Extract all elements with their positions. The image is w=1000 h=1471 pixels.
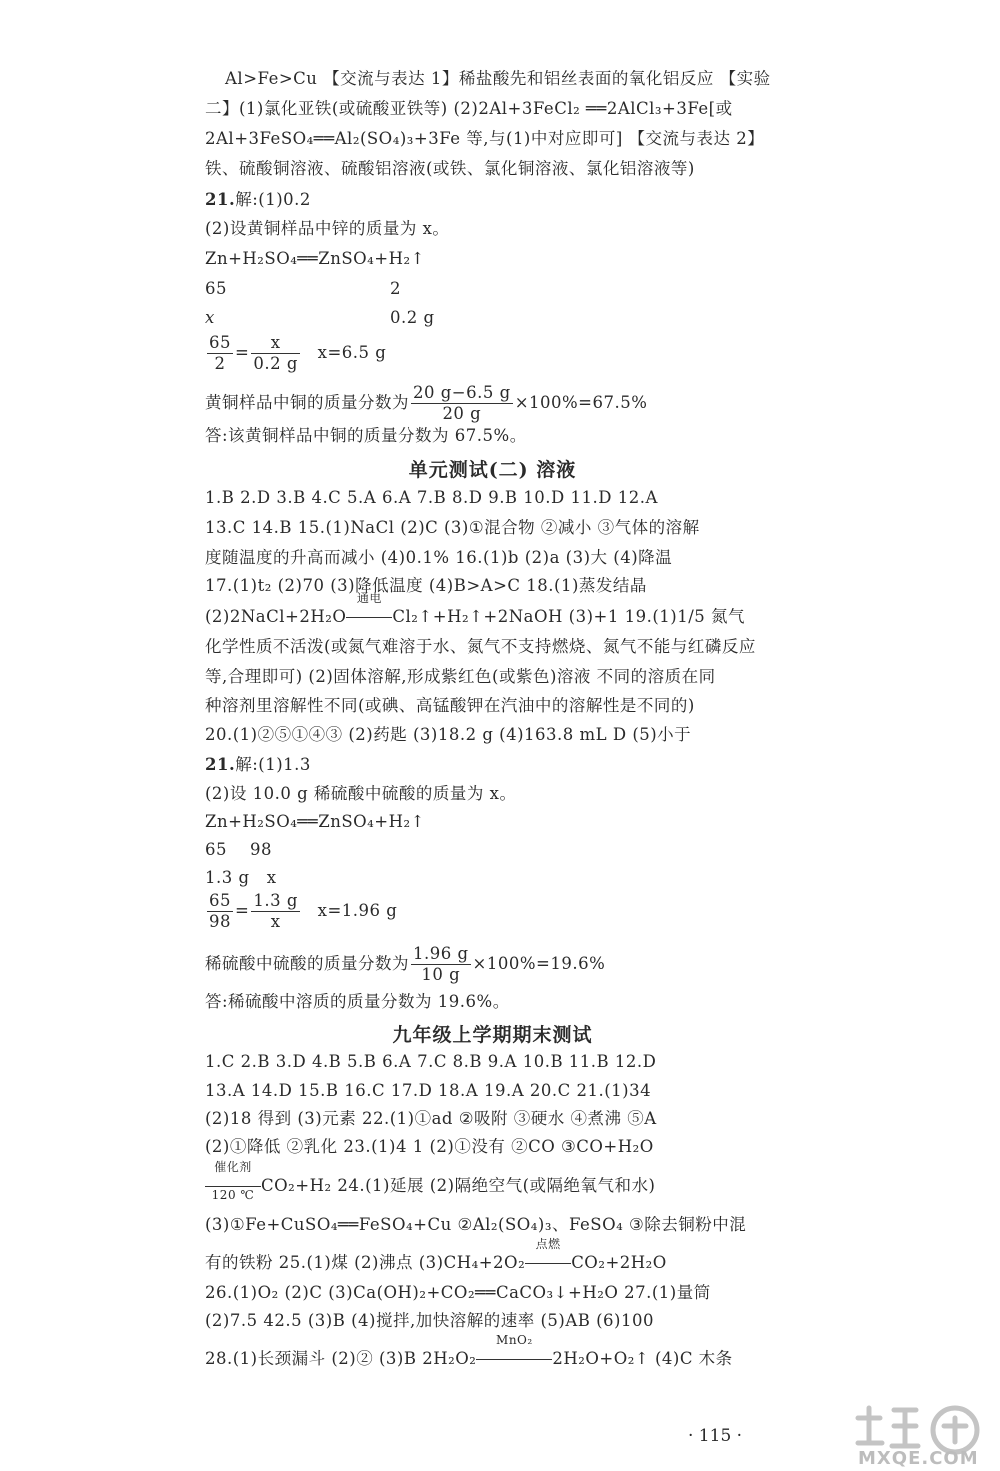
answer-text: 解:(1)1.3	[235, 755, 311, 774]
result: x=6.5 g	[317, 343, 387, 362]
text-line: 20.(1)②⑤①④③ (2)药匙 (3)18.2 g (4)163.8 mL D (5)小于	[205, 725, 692, 744]
proportion-equation: $\frac{65}{98}$ = $\frac{1.3 g}{x}$ x=1.96 g	[209, 891, 398, 931]
text-line: (3)①Fe+CuSO₄══FeSO₄+Cu ②Al₂(SO₄)₃、FeSO₄ ③除去铜粉中混	[205, 1215, 747, 1234]
text-line: (2)设 10.0 g 稀硫酸中硫酸的质量为 x。	[205, 784, 517, 803]
text-line: (2)①降低 ②乳化 23.(1)4 1 (2)①没有 ②CO ③CO+H₂O	[205, 1137, 654, 1156]
text-line: 等,合理即可) (2)固体溶解,形成紫红色(或紫色)溶液 不同的溶质在同	[205, 667, 716, 686]
question-number: 21.	[205, 190, 236, 209]
watermark-site: MXQE.COM	[858, 1448, 979, 1469]
text-line: 26.(1)O₂ (2)C (3)Ca(OH)₂+CO₂══CaCO₃↓+H₂O 27.(1)量筒	[205, 1283, 711, 1302]
answer-line: 答:该黄铜样品中铜的质量分数为 67.5%。	[205, 426, 527, 445]
equation: Zn+H₂SO₄══ZnSO₄+H₂↑	[205, 812, 425, 831]
fraction: $\frac{65}{98}$	[209, 891, 231, 931]
ratio-row	[205, 306, 435, 330]
proportion-equation: $\frac{65}{2}$ = $\frac{x}{0.2 g}$ x=6.5 g	[209, 333, 387, 373]
text-line: (2)18 得到 (3)元素 22.(1)①ad ②吸附 ③硬水 ④煮沸 ⑤A	[205, 1109, 657, 1128]
mass-fraction-line: 黄铜样品中铜的质量分数为 $\frac{20 g-6.5 g}{20 g}$ ×100%=67.5%	[205, 383, 648, 423]
fraction: $\frac{65}{2}$	[209, 333, 231, 373]
text-line: 2Al+3FeSO₄══Al₂(SO₄)₃+3Fe 等,与(1)中对应即可] 【交流与表达 2】	[205, 129, 765, 148]
ratio-value: 2	[390, 279, 401, 298]
ratio-row: 1.3 g x	[205, 868, 277, 887]
text-line: 化学性质不活泼(或氮气难溶于水、氮气不支持燃烧、氮气不能与红磷反应	[205, 637, 756, 656]
ratio-value: x	[205, 308, 215, 327]
fraction: $\frac{x}{0.2 g}$	[253, 333, 298, 373]
ratio-value: 0.2 g	[390, 308, 435, 327]
result: x=1.96 g	[317, 901, 398, 920]
text-line: 度随温度的升高而减小 (4)0.1% 16.(1)b (2)a (3)大 (4)降温	[205, 548, 673, 567]
text-line: 1.B 2.D 3.B 4.C 5.A 6.A 7.B 8.D 9.B 10.D 11.D 12.A	[205, 488, 658, 507]
text-line: 二】(1)氯化亚铁(或硫酸亚铁等) (2)2Al+3FeCl₂ ══2AlCl₃+3Fe[或	[205, 99, 733, 118]
answer-line: 答:稀硫酸中溶质的质量分数为 19.6%。	[205, 992, 510, 1011]
fraction: $\frac{1.96 g}{10 g}$	[413, 944, 469, 984]
text-line: Al>Fe>Cu 【交流与表达 1】稀盐酸先和铝丝表面的氧化铝反应 【实验	[225, 69, 771, 88]
reaction-condition: MnO₂	[476, 1347, 552, 1371]
text-line: 13.C 14.B 15.(1)NaCl (2)C (3)①混合物 ②减小 ③气体的溶解	[205, 518, 700, 537]
question-number: 21.	[205, 755, 236, 774]
text-line: 13.A 14.D 15.B 16.C 17.D 18.A 19.A 20.C 21.(1)34	[205, 1081, 652, 1100]
text-line: 1.C 2.B 3.D 4.B 5.B 6.A 7.C 8.B 9.A 10.B 11.B 12.D	[205, 1052, 657, 1071]
text-line: 催化剂 120 ℃ CO₂+H₂ 24.(1)延展 (2)隔绝空气(或隔绝氧气和水)	[205, 1174, 655, 1198]
fraction: $\frac{20 g-6.5 g}{20 g}$	[413, 383, 511, 423]
text-line: 种溶剂里溶解性不同(或碘、高锰酸钾在汽油中的溶解性是不同的)	[205, 696, 695, 715]
ratio-value: 65	[205, 279, 227, 298]
text-line: 有的铁粉 25.(1)煤 (2)沸点 (3)CH₄+2O₂ 点燃 CO₂+2H₂O	[205, 1251, 667, 1275]
text-line: 17.(1)t₂ (2)70 (3)降低温度 (4)B>A>C 18.(1)蒸发结晶	[205, 576, 647, 595]
text-line: 铁、硫酸铜溶液、硫酸铝溶液(或铁、氯化铜溶液、氯化铝溶液等)	[205, 159, 695, 178]
ratio-row	[205, 277, 401, 301]
question-21	[205, 188, 311, 212]
mass-fraction-line: 稀硫酸中硫酸的质量分数为 $\frac{1.96 g}{10 g}$ ×100%=19.6%	[205, 944, 606, 984]
text-line: (2)设黄铜样品中锌的质量为 x。	[205, 219, 450, 238]
equation: Zn+H₂SO₄══ZnSO₄+H₂↑	[205, 249, 425, 268]
text-line: (2)7.5 42.5 (3)B (4)搅拌,加快溶解的速率 (5)AB (6)100	[205, 1311, 654, 1330]
section-title: 单元测试(二) 溶液	[408, 459, 577, 481]
answer-text: 解:(1)0.2	[235, 190, 311, 209]
section-title: 九年级上学期期末测试	[392, 1024, 593, 1046]
page-number: · 115 ·	[688, 1426, 743, 1446]
ratio-row: 65 98	[205, 840, 272, 859]
reaction-condition: 催化剂 120 ℃	[205, 1174, 261, 1198]
text-line: (2)2NaCl+2H₂O 通电 Cl₂↑+H₂↑+2NaOH (3)+1 19.(1)1/5 氮气	[205, 605, 745, 629]
reaction-condition: 点燃	[525, 1251, 571, 1275]
fraction: $\frac{1.3 g}{x}$	[253, 891, 298, 931]
question-21	[205, 753, 311, 777]
reaction-condition: 通电	[346, 605, 392, 629]
text-line: 28.(1)长颈漏斗 (2)② (3)B 2H₂O₂ MnO₂ 2H₂O+O₂↑ (4)C 木条	[205, 1347, 733, 1371]
